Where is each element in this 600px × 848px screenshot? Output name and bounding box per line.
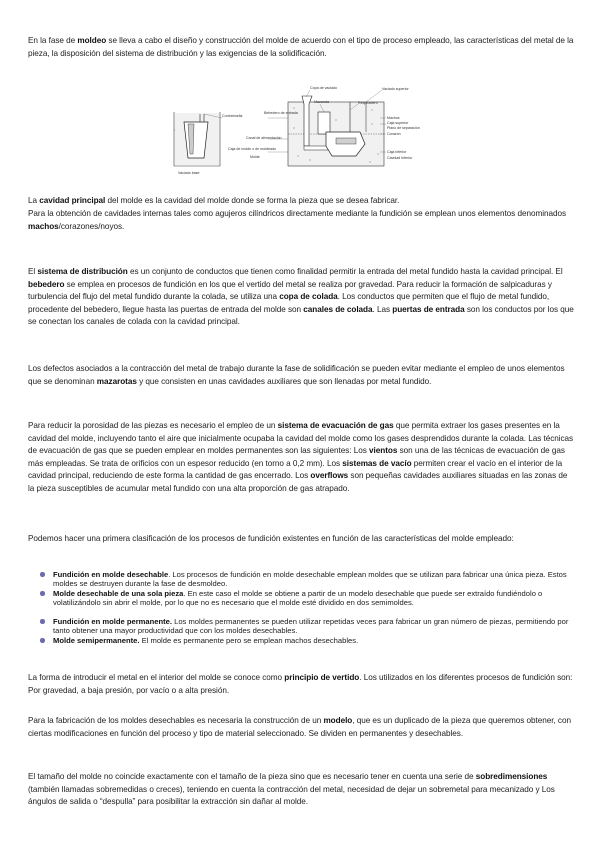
bullet-icon	[40, 572, 45, 577]
label-caja-inferior: Caja inferior	[387, 150, 407, 154]
list-item: Fundición en molde permanente. Los moldes permanentes se pueden utilizar repetidas veces para fabricar un gran número de piezas, permitiendo por tanto obtener una mayor productividad que con los moldes desechables.	[40, 617, 580, 636]
paragraph-modelo: Para la fabricación de los moldes desechables es necesaria la construcción de un modelo, que es un duplicado de la pieza que queremos obtener, con ciertas modificaciones en función del proceso y tipo de material seleccionado. Se dividen en permanentes y desechables.	[28, 716, 571, 738]
mold-diagram-figure	[160, 84, 444, 178]
bullet-icon	[40, 591, 45, 596]
label-caja-superior: Caja superior	[387, 121, 409, 125]
list-item: Fundición en molde desechable. Los procesos de fundición en molde desechable emplean moldes que se utilizan para fabricar una única pieza. Estos moldes se destruyen durante la fase de desmoldeo.	[40, 570, 580, 589]
label-machos: Machos	[387, 116, 400, 120]
label-bebedero-de-entrada: Bebedero de entrada	[264, 111, 298, 115]
label-copa-de-vaciado: Copa de vaciado	[310, 86, 337, 90]
paragraph-moldeo: En la fase de moldeo se lleva a cabo el diseño y construcción del molde de acuerdo con el tipo de proceso empleado, las características del metal de la pieza, la disposición del sistema de distribución y las exigencias de la solidificación.	[28, 36, 574, 58]
paragraph-mazarotas: Los defectos asociados a la contracción del metal de trabajo durante la fase de solidificación se pueden evitar mediante el empleo de unos elementos que se denominan mazarotas y que consisten en unas cavidades auxiliares que son llenadas por metal fundido.	[28, 364, 565, 386]
paragraph-sobredimensiones: El tamaño del molde no coincide exactamente con el tamaño de la pieza sino que es necesario tener en cuenta una serie de sobredimensiones (también llamadas sobremedidas o creces), teniendo en cuenta la contracción del metal, necesidad de dejar un sobremetal para mecanizado y Los ángulos de salida o “despulla” para posibilitar la extracción sin dañar al molde.	[28, 772, 555, 807]
paragraph-clasificacion: Podemos hacer una primera clasificación de los procesos de fundición existentes en función de las características del molde empleado:	[28, 534, 514, 543]
label-molde: Molde	[250, 155, 260, 159]
label-plano-separacion: Plano de separación	[387, 126, 420, 130]
paragraph-cavidad-principal: La cavidad principal del molde es la cavidad del molde donde se forma la pieza que se desea fabricar.	[28, 196, 400, 205]
label-corazon: Corazón	[387, 132, 401, 136]
label-mazarota: Mazarota	[314, 100, 329, 104]
label-caja-de-molde: Caja de molde o de moldeado	[228, 147, 276, 151]
paragraph-principio-vertido: La forma de introducir el metal en el interior del molde se conoce como principio de vertido. Los utilizados en los diferentes procesos de fundición son: Por gravedad, a baja presión, por vacío o a alta presión.	[28, 673, 573, 695]
label-cavidad-inferior: Cavidad Inferior	[387, 156, 413, 160]
small-mold-drawing	[174, 112, 220, 166]
list-item: Molde desechable de una sola pieza. En este caso el molde se obtiene a partir de un modelo desechable que puede ser extraído fundiéndolo o volatilizándolo sin abrir el molde, por lo que no es necesario que el molde esté dividido en dos semimoldes.	[40, 589, 580, 617]
label-contrahuella: Contrahuella	[222, 114, 243, 118]
bullet-list	[40, 570, 580, 646]
label-respiradero: Respiradero	[358, 101, 378, 105]
label-vaciado-superior: Vaciado superior	[382, 87, 409, 91]
label-canal-alimentacion: Canal de alimentación	[246, 136, 282, 140]
bullet-icon	[40, 638, 45, 643]
list-item: Molde semipermanente. El molde es permanente pero se emplean machos desechables.	[40, 636, 580, 646]
paragraph-sistema-distribucion: El sistema de distribución es un conjunto de conductos que tienen como finalidad permitir la entrada del metal fundido hasta la cavidad principal. El bebedero se emplea en procesos de fundición en los que el vertido del metal se realiza por gravedad. Para reducir la formación de salpicaduras y turbulencia del flujo del metal fundido durante la colada, se utiliza una copa de colada. Los conductos que permiten que el flujo de metal fundido, procedente del bebedero, llegue hasta las puertas de entrada del molde son canales de colada. Las puertas de entrada son los conductos por los que se conectan los canales de colada con la cavidad principal.	[28, 267, 574, 327]
paragraph-machos: Para la obtención de cavidades internas tales como agujeros cilíndricos directamente mediante la fundición se emplean unos elementos denominados machos/corazones/noyos.	[28, 209, 567, 231]
bullet-icon	[40, 619, 45, 624]
large-mold-drawing	[288, 96, 384, 166]
paragraph-evacuacion-gas: Para reducir la porosidad de las piezas es necesario el empleo de un sistema de evacuación de gas que permita extraer los gases presentes en la cavidad del molde, incluyendo tanto el aire que inicialmente ocupaba la cavidad del molde como los gases desprendidos durante la colada. Las técnicas de evacuación de gas que se pueden emplear en moldes permanentes son las siguientes: Los vientos son una de las técnicas de evacuación de gas más empleadas. Se trata de orificios con un espesor reducido (en torno a 0,2 mm). Los sistemas de vacío permiten crear el vacío en el interior de la cavidad principal, reduciendo de este forma la cantidad de gas encerrado. Los overflows son pequeñas cavidades auxiliares situadas en las zonas de la pieza susceptibles de acumular metal fundido con una alta proporción de gas atrapado.	[28, 421, 574, 493]
label-vaciado-base: Vaciado base	[178, 171, 200, 175]
